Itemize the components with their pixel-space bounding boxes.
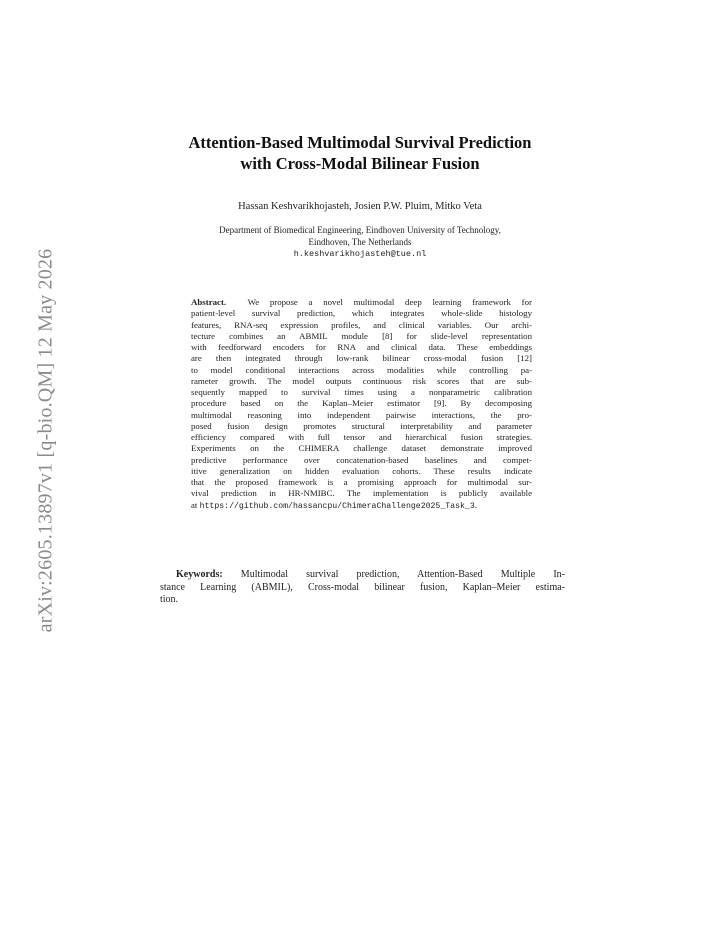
abstract-label: Abstract. — [191, 297, 227, 307]
abstract-block — [191, 297, 532, 512]
keywords-line: tion. — [160, 594, 179, 605]
abstract-first-line-text: We propose a novel multimodal deep learning framework for — [247, 297, 532, 307]
abstract-line: that the proposed framework is a promising approach for multimodal sur- — [191, 477, 532, 487]
abstract-line: with feedforward encoders for RNA and clinical data. These embeddings — [191, 342, 532, 352]
abstract-line: efficiency compared with full tensor and hierarchical fusion strategies. — [191, 432, 532, 442]
abstract-line: rameter growth. The model outputs continuous risk scores that are sub- — [191, 375, 532, 386]
abstract-last-line-suffix: . — [474, 499, 477, 510]
abstract-line: vival prediction in HR-NMIBC. The implementation is publicly available — [191, 488, 532, 499]
paper-title-line: with Cross-Modal Bilinear Fusion — [240, 154, 480, 173]
abstract-line: to model conditional interactions across modalities while controlling pa- — [191, 364, 532, 375]
affiliation-line: Eindhoven, The Netherlands — [308, 237, 412, 247]
abstract-line: posed fusion design promotes structural interpretability and parameter — [191, 420, 532, 431]
abstract-line: tecture combines an ABMIL module [8] for slide-level representation — [191, 330, 532, 341]
keywords-line — [160, 569, 565, 582]
abstract-line: itive generalization on hidden evaluation cohorts. These results indicate — [191, 465, 532, 476]
keywords-label: Keywords: — [176, 569, 223, 580]
author-list: Hassan Keshvarikhojasteh, Josien P.W. Pluim, Mitko Veta — [238, 201, 482, 212]
abstract-last-line-prefix: at — [191, 499, 200, 510]
abstract-line: predictive performance over concatenation-based baselines and compet- — [191, 454, 532, 465]
keywords-block — [160, 569, 565, 607]
abstract-line: procedure based on the Kaplan–Meier estimator [9]. By decomposing — [191, 398, 532, 409]
paper-title-line: Attention-Based Multimodal Survival Prediction — [188, 133, 532, 152]
abstract-line: sequently mapped to survival times using a nonparametric calibration — [191, 387, 532, 397]
keywords-first-line-text: Multimodal survival prediction, Attention-Based Multiple In- — [240, 569, 565, 580]
abstract-line: patient-level survival prediction, which integrates whole-slide histology — [191, 308, 532, 319]
affiliation-block — [0, 224, 720, 260]
abstract-line: multimodal reasoning into independent pairwise interactions, the pro- — [191, 409, 532, 420]
abstract-line — [191, 500, 532, 512]
paper-title — [0, 132, 720, 174]
code-repository-link[interactable]: https://github.com/hassancpu/ChimeraChallenge2025_Task_3 — [199, 501, 475, 511]
arxiv-identifier-stamp — [32, 235, 60, 645]
affiliation-line: Department of Biomedical Engineering, Eindhoven University of Technology, — [219, 225, 501, 235]
abstract-line: features, RNA-seq expression profiles, and clinical variables. Our archi- — [191, 319, 532, 330]
arxiv-identifier-text: arXiv:2605.13897v1 [q-bio.QM] 12 May 2026 — [34, 248, 57, 632]
abstract-line: are then integrated through low-rank bilinear cross-modal fusion [12] — [191, 353, 532, 364]
keywords-line: stance Learning (ABMIL), Cross-modal bilinear fusion, Kaplan–Meier estima- — [160, 581, 565, 593]
abstract-line — [191, 297, 532, 308]
abstract-line: Experiments on the CHIMERA challenge dataset demonstrate improved — [191, 443, 532, 454]
author-email: h.keshvarikhojasteh@tue.nl — [293, 249, 427, 259]
